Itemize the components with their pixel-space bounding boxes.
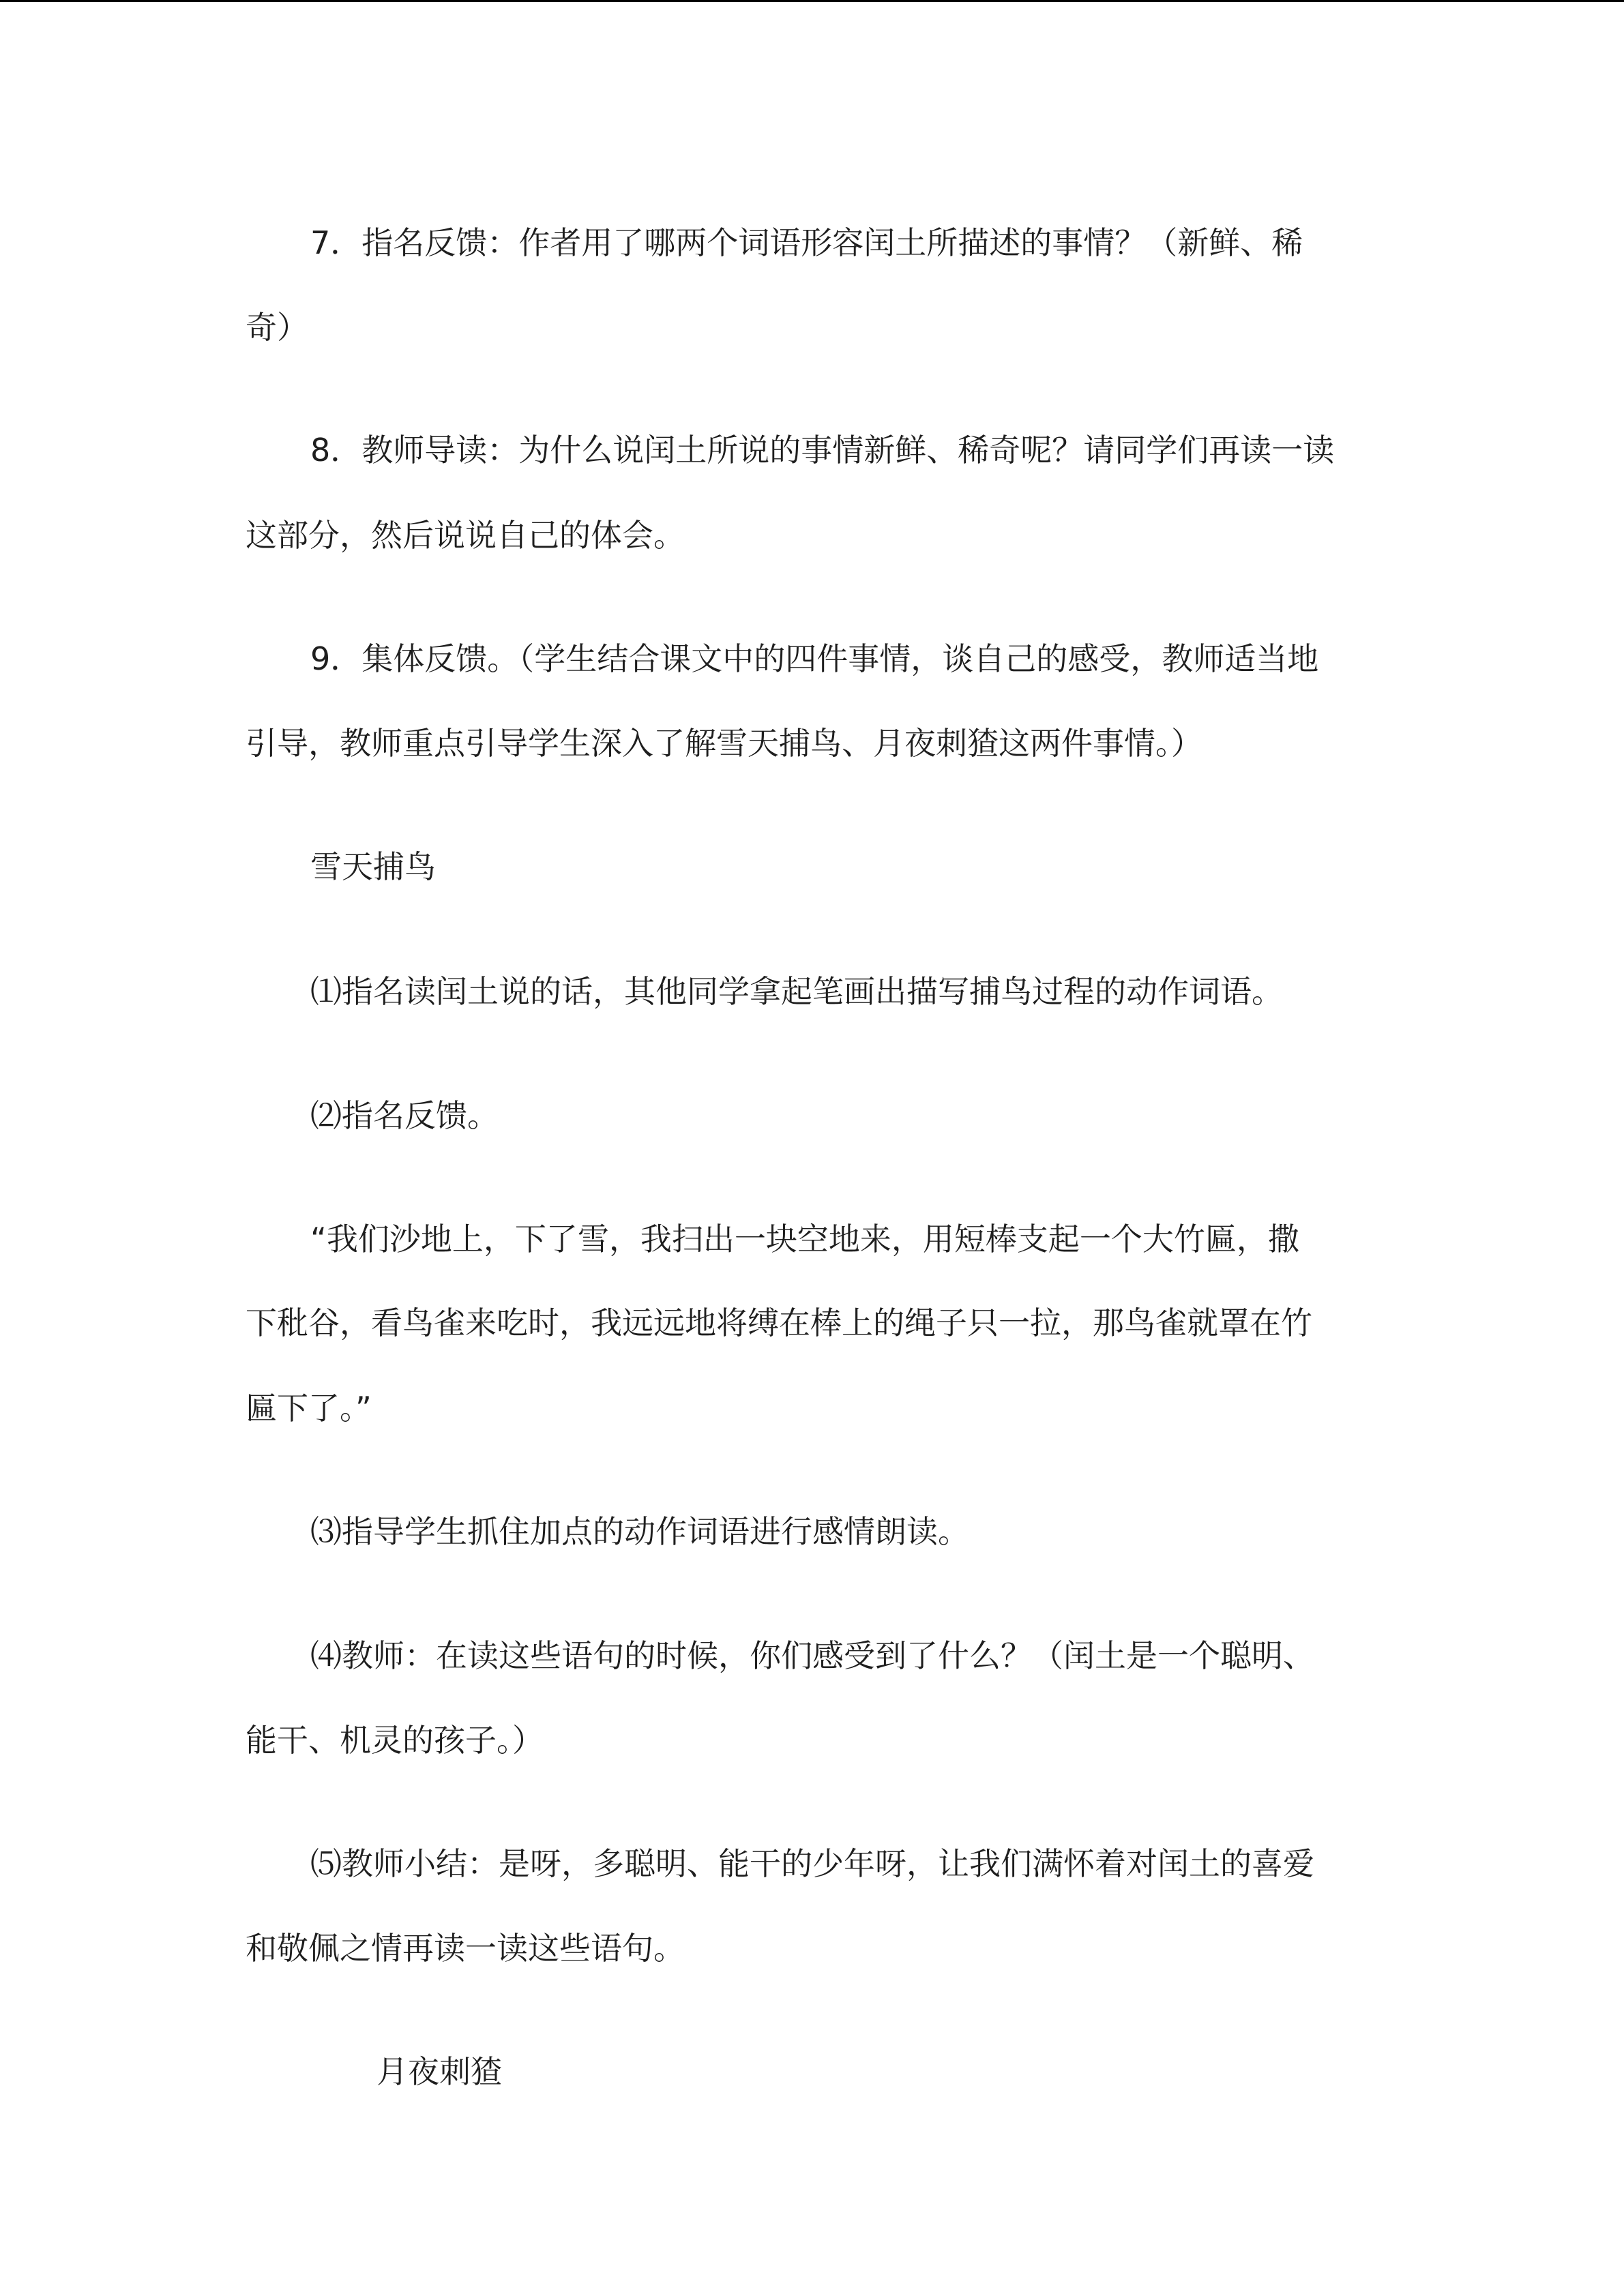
step-2: ⑵指名反馈。	[310, 1097, 499, 1134]
para-8-line-1: 8．教师导读：为什么说闰土所说的事情新鲜、稀奇呢？请同学们再读一读	[310, 432, 1335, 468]
step-5-line-1: ⑸教师小结：是呀，多聪明、能干的少年呀，让我们满怀着对闰土的喜爱	[310, 1845, 1314, 1882]
quote-line-1: “我们沙地上，下了雪，我扫出一块空地来，用短棒支起一个大竹匾，撒	[310, 1221, 1299, 1257]
subheading-moon-night: 月夜刺猹	[377, 2053, 502, 2090]
quote-line-2: 下秕谷，看鸟雀来吃时，我远远地将缚在棒上的绳子只一拉，那鸟雀就罩在竹	[246, 1304, 1312, 1341]
step-4-line-1: ⑷教师：在读这些语句的时候，你们感受到了什么？（闰土是一个聪明、	[310, 1637, 1314, 1674]
quote-line-3: 匾下了。”	[246, 1390, 372, 1427]
para-9-line-1: 9．集体反馈。（学生结合课文中的四件事情，谈自己的感受，教师适当地	[310, 640, 1319, 677]
para-7-line-2: 奇）	[246, 309, 308, 346]
step-5-line-2: 和敬佩之情再读一读这些语句。	[246, 1930, 685, 1967]
step-3: ⑶指导学生抓住加点的动作词语进行感情朗读。	[310, 1513, 969, 1550]
step-4-line-2: 能干、机灵的孩子。）	[246, 1722, 544, 1759]
para-7-line-1: 7．指名反馈：作者用了哪两个词语形容闰土所描述的事情？（新鲜、稀	[310, 224, 1303, 261]
step-1: ⑴指名读闰土说的话，其他同学拿起笔画出描写捕鸟过程的动作词语。	[310, 973, 1283, 1010]
para-8-line-2: 这部分，然后说说自己的体会。	[246, 517, 685, 554]
para-9-line-2: 引导，教师重点引导学生深入了解雪天捕鸟、月夜刺猹这两件事情。）	[246, 725, 1202, 762]
subheading-snow-bird: 雪天捕鸟	[310, 848, 436, 885]
